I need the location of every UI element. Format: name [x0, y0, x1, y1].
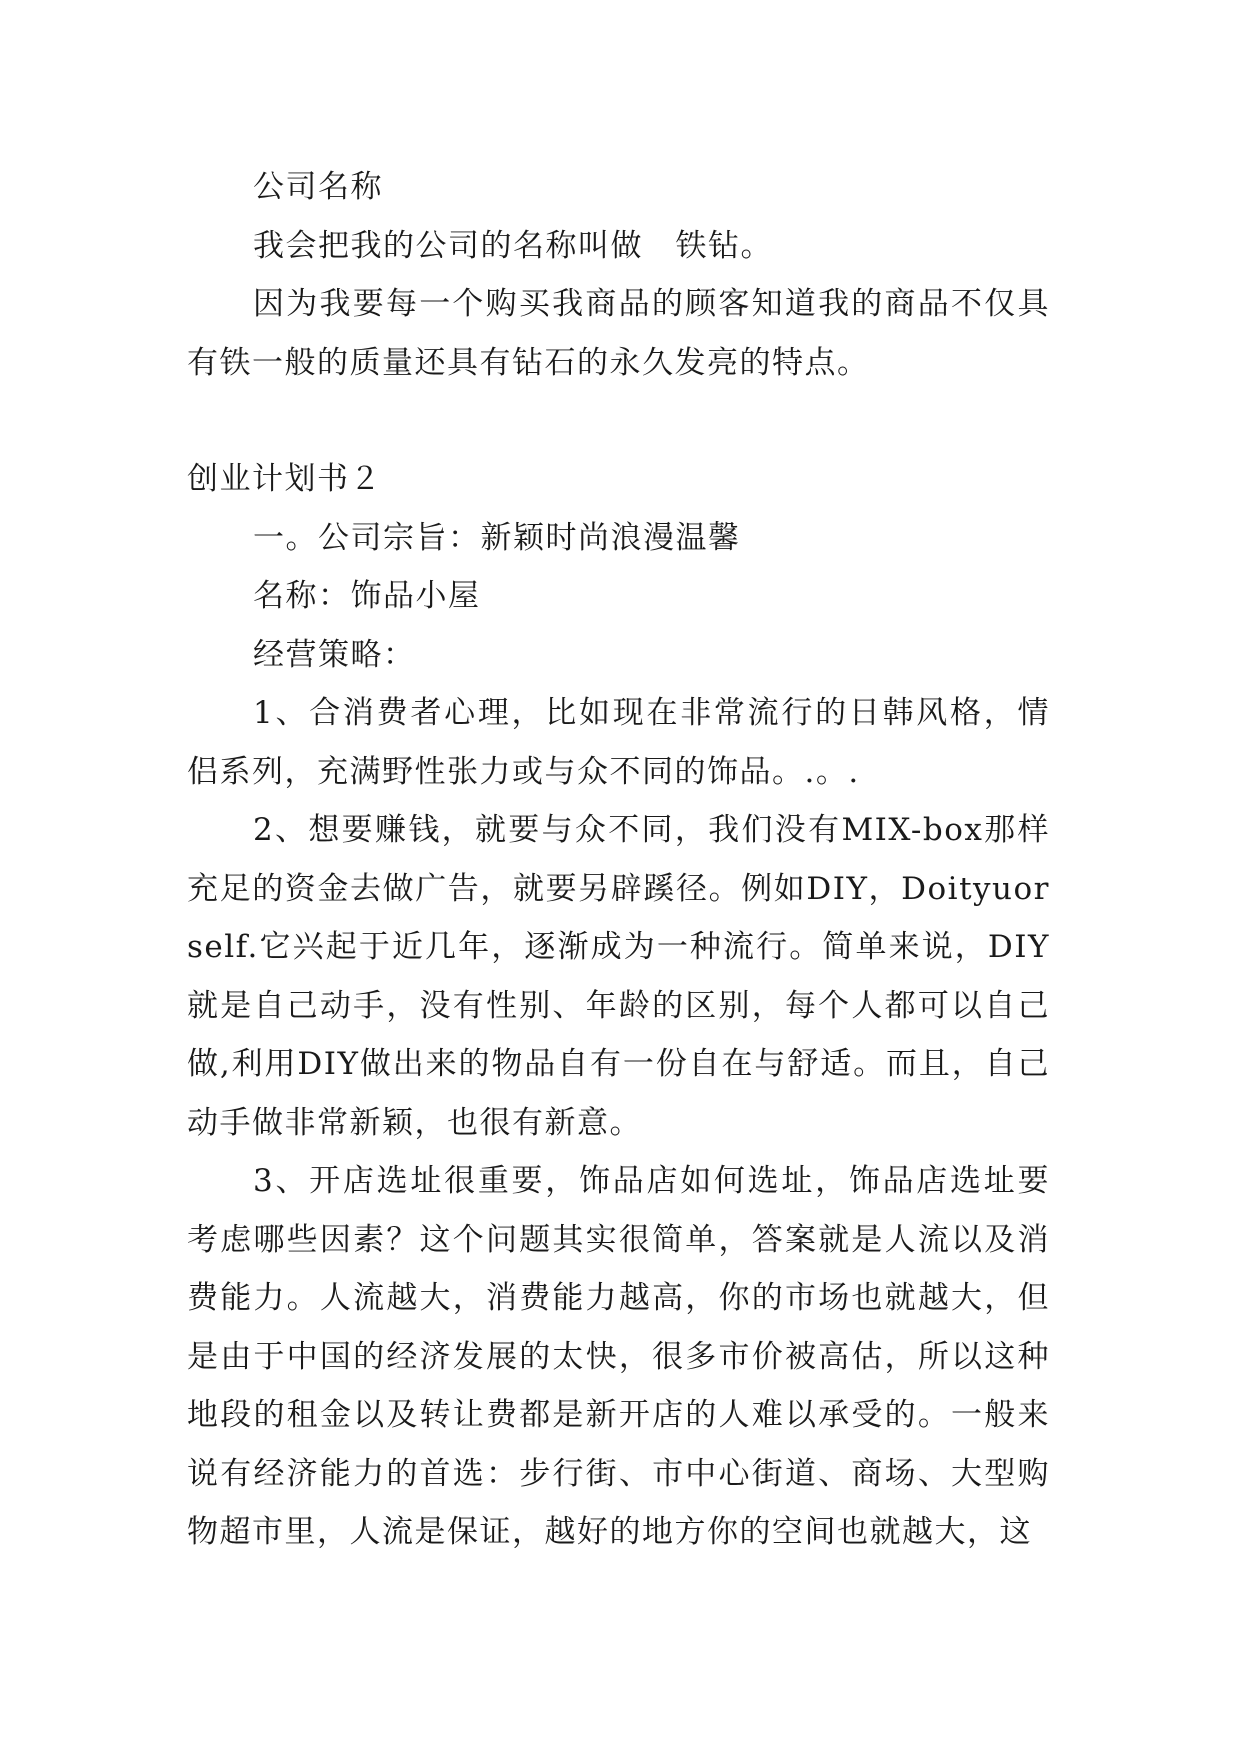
section-heading: 创业计划书２ [187, 461, 382, 497]
section-title: 公司名称 [253, 169, 383, 205]
paragraph: 我会把我的公司的名称叫做 铁钻。 [253, 227, 773, 264]
paragraph: 因为我要每一个购买我商品的顾客知道我的商品不仅具有铁一般的质量还具有钻石的永久发亮的特点。 [187, 286, 1050, 381]
section-spacer [187, 392, 1050, 450]
document-body [187, 158, 1050, 1562]
paragraph: 名称：饰品小屋 [253, 578, 481, 614]
paragraph: 1、合消费者心理，比如现在非常流行的日韩风格，情侣系列，充满野性张力或与众不同的饰品。.。. [187, 695, 1050, 790]
paragraph: 经营策略： [253, 636, 416, 673]
paragraph: 3、开店选址很重要，饰品店如何选址，饰品店选址要考虑哪些因素？这个问题其实很简单，答案就是人流以及消费能力。人流越大，消费能力越高，你的市场也就越大，但是由于中国的经济发展的太快，很多市价被高估，所以这种地段的租金以及转让费都是新开店的人难以承受的。一般来说有经济能力的首选：步行街、市中心街道、商场、大型购物超市里，人流是保证，越好的地方你的空间也就越大，这 [187, 1163, 1050, 1550]
paragraph: 2、想要赚钱，就要与众不同，我们没有MIX-box那样充足的资金去做广告，就要另辟蹊径。例如DIY，Doityuorself.它兴起于近几年，逐渐成为一种流行。简单来说，DIY就是自己动手，没有性别、年龄的区别，每个人都可以自己做,利用DIY做出来的物品自有一份自在与舒适。而且，自己动手做非常新颖，也很有新意。 [187, 812, 1050, 1141]
paragraph: 一。公司宗旨：新颖时尚浪漫温馨 [253, 519, 741, 556]
